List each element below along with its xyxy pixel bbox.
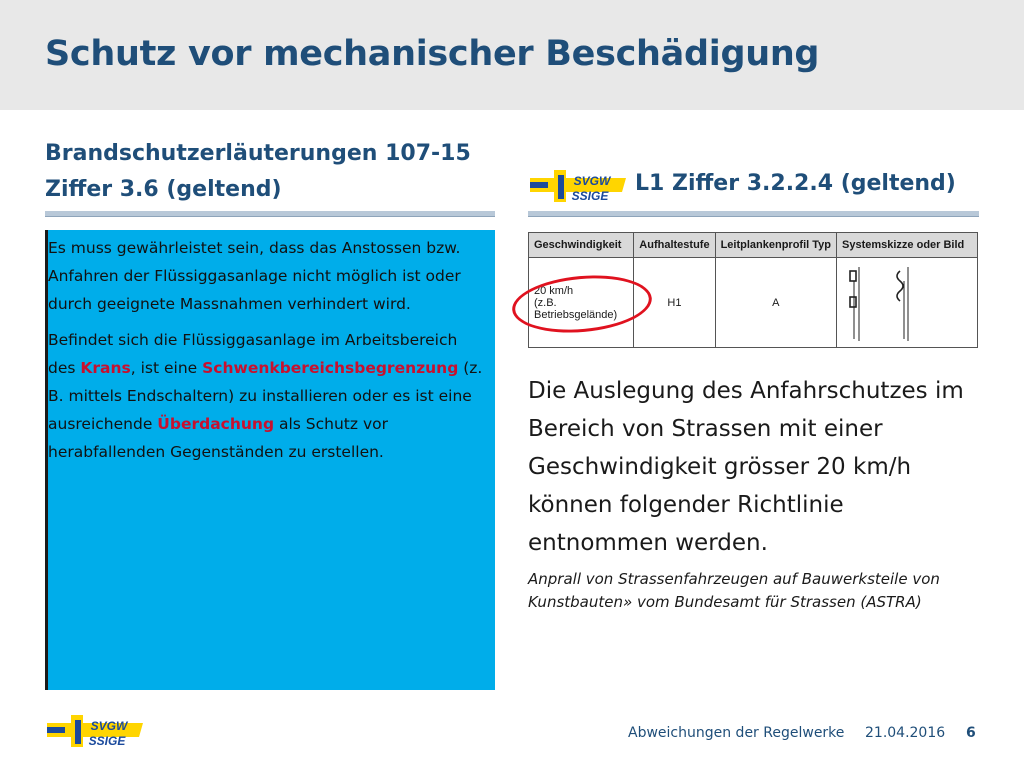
profile-cell: A	[715, 258, 836, 348]
para2-text-b: , ist eine	[130, 359, 203, 377]
logo-text-svgw: SVGW	[573, 174, 611, 188]
krans-highlight: Krans	[80, 359, 131, 377]
left-heading	[45, 136, 471, 208]
footer-date: 21.04.2016	[865, 725, 946, 741]
right-divider	[528, 211, 979, 217]
left-text-box	[45, 230, 495, 690]
right-reference-note: Anprall von Strassenfahrzeugen auf Bauwerksteile von Kunstbauten» vom Bundesamt für Strassen (ASTRA)	[528, 570, 940, 611]
svgw-logo-header	[528, 165, 628, 211]
right-body-text: Die Auslegung des Anfahrschutzes im Bereich von Strassen mit einer Geschwindigkeit grösser 20 km/h können folgender Richtlinie entnommen werden.	[528, 378, 964, 556]
speed-value: 20 km/h	[534, 284, 574, 297]
table-header-cell: Geschwindigkeit	[529, 233, 634, 258]
svgw-logo-footer	[45, 710, 145, 756]
para2-text-c: (z. B. mittels Endschaltern) zu installieren oder es ist eine ausreichende	[48, 359, 483, 433]
table-header-cell: Aufhaltestufe	[634, 233, 715, 258]
footer-topic: Abweichungen der Regelwerke	[628, 725, 845, 741]
left-divider	[45, 211, 495, 217]
ueberdachung-highlight: Überdachung	[157, 415, 275, 433]
logo-text-ssige: SSIGE	[571, 189, 609, 203]
left-paragraph-2	[48, 326, 489, 466]
slide-title: Schutz vor mechanischer Beschädigung	[45, 34, 820, 74]
guardrail-sketch	[842, 261, 972, 341]
left-heading-line2: Ziffer 3.6 (geltend)	[45, 177, 282, 202]
left-heading-line1: Brandschutzerläuterungen 107-15	[45, 141, 471, 166]
schwenkbereich-highlight: Schwenkbereichsbegrenzung	[202, 359, 459, 377]
table-header-cell: Leitplankenprofil Typ	[715, 233, 836, 258]
footer-logo-text-svgw: SVGW	[90, 719, 128, 733]
sketch-cell	[837, 258, 978, 348]
page-number: 6	[966, 725, 976, 741]
level-cell: H1	[634, 258, 715, 348]
footer-logo-text-ssige: SSIGE	[88, 734, 126, 748]
right-heading: L1 Ziffer 3.2.2.4 (geltend)	[635, 171, 956, 196]
table-header-row	[529, 233, 978, 258]
para2-text-a: Befindet sich die Flüssiggasanlage im Arbeitsbereich des	[48, 331, 458, 377]
speed-note: (z.B. Betriebsgelände)	[534, 296, 618, 321]
para2-text-d: als Schutz vor herabfallenden Gegenständen zu erstellen.	[48, 415, 388, 461]
table-header-cell: Systemskizze oder Bild	[837, 233, 978, 258]
left-paragraph-1: Es muss gewährleistet sein, dass das Anstossen bzw. Anfahren der Flüssiggasanlage nicht möglich ist oder durch geeignete Massnahmen verhindert wird.	[48, 239, 461, 313]
